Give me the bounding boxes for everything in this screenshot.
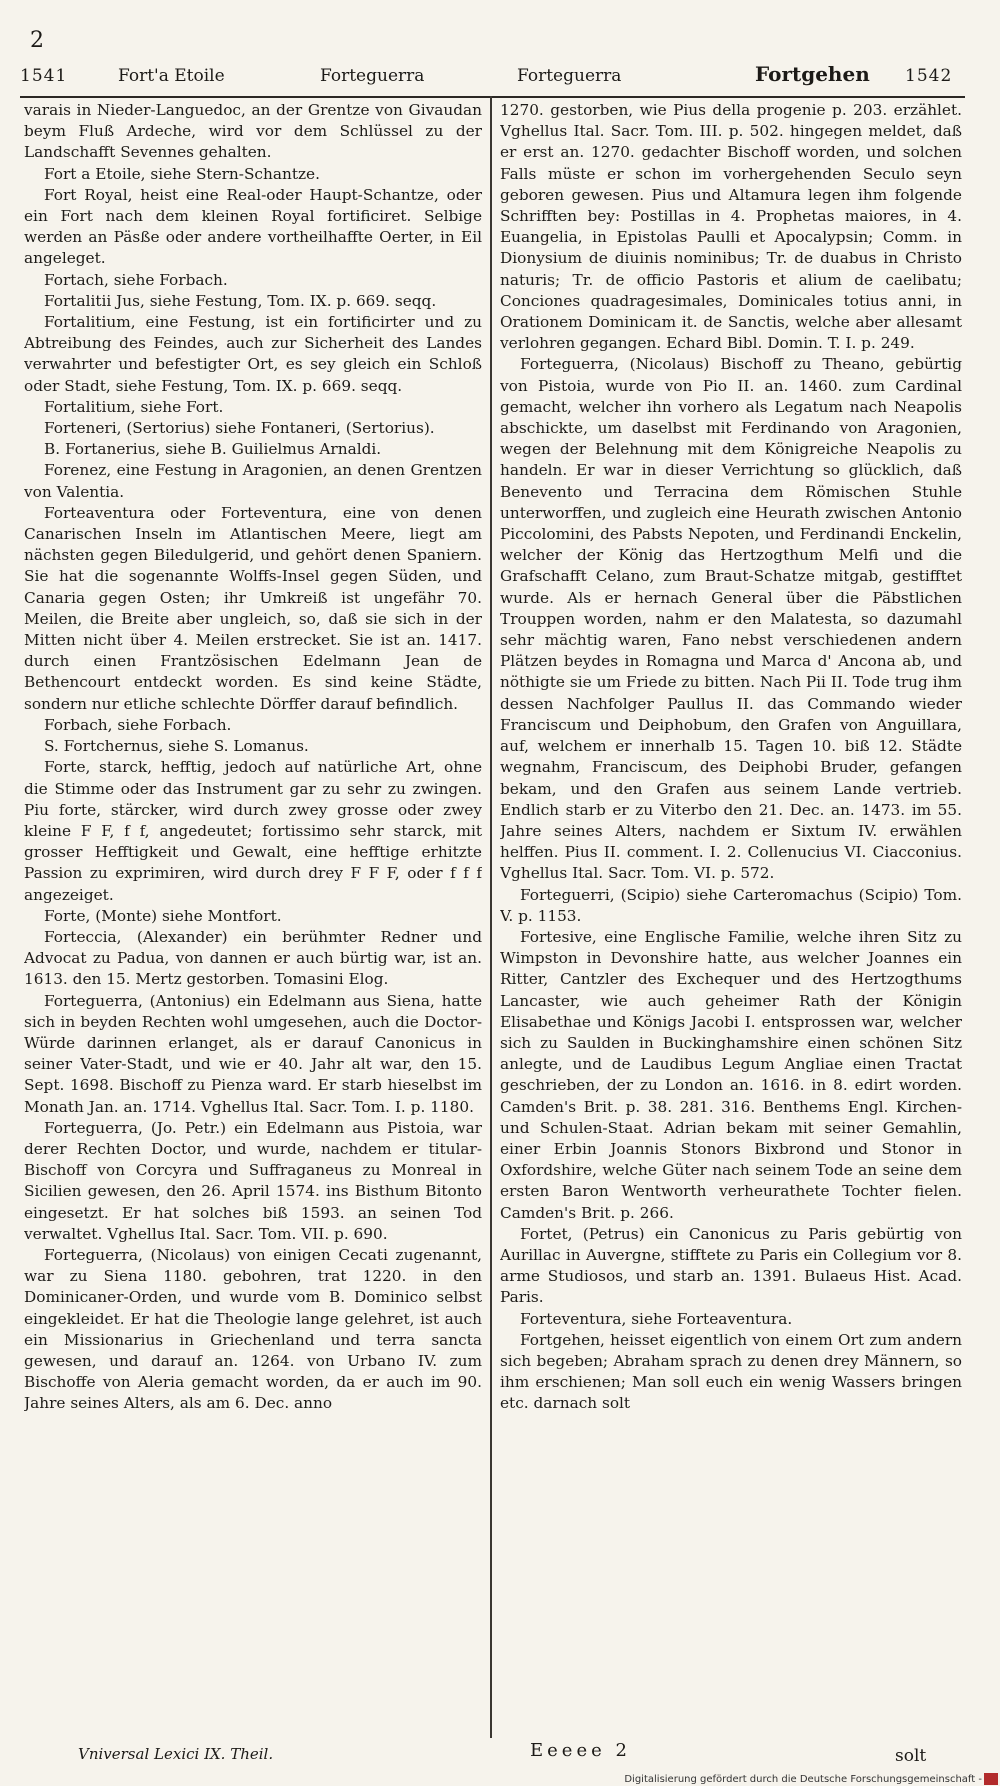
- lexicon-entry: Forteaventura oder Forteventura, eine von denen Canarischen Inseln im Atlantischen Meere, liegt am nächsten gegen Biledulgerid, und gehört denen Spaniern. Sie hat die sogenannte Wolffs-Insel gegen Süden, und Canaria gegen Osten; ihr Umkreiß ist ungefähr 70. Meilen, die Breite aber ungleich, so, daß sie sich in der Mitten nicht über 4. Meilen erstrecket. Sie ist an. 1417. durch einen Frantzösischen Edelmann Jean de Bethencourt entdeckt worden. Es sind keine Städte, sondern nur etliche schlechte Dörffer darauf befindlich.: [24, 503, 482, 713]
- lexicon-entry: Forenez, eine Festung in Aragonien, an denen Grentzen von Valentia.: [24, 461, 482, 501]
- lexicon-entry: S. Fortchernus, siehe S. Lomanus.: [44, 737, 309, 756]
- lexicon-entry: Forteneri, (Sertorius) siehe Fontaneri, (Sertorius).: [44, 419, 435, 438]
- header-catchword-3: Forteguerra: [517, 66, 622, 86]
- running-header: [20, 62, 960, 96]
- left-column: [24, 100, 482, 1740]
- column-number-left: 1541: [20, 66, 68, 86]
- lexicon-entry: Fort Royal, heist eine Real-oder Haupt-Schantze, oder ein Fort nach dem kleinen Royal fortificiret. Selbige werden an Päsße oder andere vortheilhaffte Oerter, in Eil angeleget.: [24, 185, 482, 268]
- lexicon-entry: Forteventura, siehe Forteaventura.: [520, 1309, 793, 1328]
- lexicon-entry: Fortesive, eine Englische Familie, welche ihren Sitz zu Wimpston in Devonshire hatte, aus welcher Joannes ein Ritter, Cantzler des Exchequer und des Hertzogthums Lancaster, wie auch geheimer Rath der Königin Elisabethae und Königs Jacobi I. entsprossen war, welcher sich zu Saulden in Buckinghamshire einen schönen Sitz anlegte, und de Laudibus Legum Angliae einen Tractat geschrieben, der zu London an. 1616. in 8. edirt worden. Camden's Brit. p. 38. 281. 316. Benthems Engl. Kirchen- und Schulen-Staat. Adrian bekam mit seiner Gemahlin, einer Erbin Joannis Stonors Bixbrond und Stonor in Oxfordshire, welche Güter nach seinem Tode an seine dem ersten Baron Wentworth verheurathete Tochter fielen. Camden's Brit. p. 266.: [500, 927, 962, 1222]
- header-rule: [20, 96, 965, 98]
- header-catchword-4: Fortgehen: [755, 62, 870, 86]
- lexicon-entry: Fortgehen, heisset eigentlich von einem Ort zum andern sich begeben; Abraham sprach zu denen drey Männern, so ihm erschienen; Man soll euch ein wenig Wassers bringen etc. darnach solt: [500, 1330, 962, 1413]
- lexicon-entry: Fortet, (Petrus) ein Canonicus zu Paris gebürtig von Aurillac in Auvergne, stifftete zu Paris ein Collegium vor 8. arme Studiosos, und starb an. 1391. Bulaeus Hist. Acad. Paris.: [500, 1224, 962, 1307]
- lexicon-entry: Forteguerra, (Nicolaus) Bischoff zu Theano, gebürtig von Pistoia, wurde von Pio II. an. 1460. zum Cardinal gemacht, welcher ihn vorhero als Legatum nach Neapolis abschickte, um daselbst mit Ferdinando von Aragonien, wegen der Belehnung mit dem Königreiche Neapolis zu handeln. Er war in dieser Verrichtung so glücklich, daß Benevento und Terracina dem Römischen Stuhle unterworffen, und zugleich eine Heurath zwischen Antonio Piccolomini, des Pabsts Nepoten, und Ferdinandi Enckelin, welcher der König das Hertzogthum Melfi und die Grafschafft Celano, zum Braut-Schatze mitgab, gestifftet wurde. Als er hernach General über die Päbstlichen Trouppen worden, nahm er den Malatesta, so dazumahl sehr mächtig waren, Fano nebst verschiedenen andern Plätzen beydes in Romagna und Marca d' Ancona ab, und nöthigte sie um Friede zu bitten. Nach Pii II. Tode trug ihm dessen Nachfolger Paullus II. das Commando wieder Franciscum und Deiphobum, den Grafen von Anguillara, auf, welchem er innerhalb 15. Tagen 10. biß 12. Städte wegnahm, Franciscum, des Deiphobi Bruder, gefangen bekam, und den Grafen aus seinem Lande vertrieb. Endlich starb er zu Viterbo den 21. Dec. an. 1473. im 55. Jahre seines Alters, nachdem er Sixtum IV. erwählen helffen. Pius II. comment. I. 2. Collenucius VI. Ciacconius. Vghellus Ital. Sacr. Tom. VI. p. 572.: [500, 355, 962, 883]
- dfg-logo: [984, 1773, 998, 1785]
- lexicon-entry: 1270. gestorben, wie Pius della progenie p. 203. erzählet. Vghellus Ital. Sacr. Tom. III. p. 502. hingegen meldet, daß er erst an. 1270. gedachter Bischoff worden, und solchen Falls müste er schon im vorhergehenden Seculo seyn geboren gewesen. Pius und Altamura legen ihm folgende Schrifften bey: Postillas in 4. Prophetas maiores, in 4. Euangelia, in Epistolas Paulli et Apocalypsin; Comm. in Dionysium de diuinis nominibus; Tr. de duabus in Christo naturis; Tr. de officio Pastoris et alium de caelibatu; Conciones quadragesimales, Dominicales totius anni, in Orationem Dominicam it. de Sanctis, welche aber allesamt verlohren gegangen. Echard Bibl. Domin. T. I. p. 249.: [500, 101, 962, 353]
- lexicon-entry: Forte, (Monte) siehe Montfort.: [44, 906, 282, 925]
- lexicon-entry: Forteguerra, (Antonius) ein Edelmann aus Siena, hatte sich in beyden Rechten wohl umgesehen, auch die Doctor-Würde darinnen erlanget, als er darauf Canonicus in seiner Vater-Stadt, und wie er 40. Jahr alt war, den 15. Sept. 1698. Bischoff zu Pienza ward. Er starb hieselbst im Monath Jan. an. 1714. Vghellus Ital. Sacr. Tom. I. p. 1180.: [24, 991, 482, 1116]
- lexicon-entry: varais in Nieder-Languedoc, an der Grentze von Givaudan beym Fluß Ardeche, wird vor dem Schlüssel zu der Landschafft Sevennes gehalten.: [24, 101, 482, 162]
- lexicon-entry: Fortalitii Jus, siehe Festung, Tom. IX. p. 669. seqq.: [44, 291, 437, 310]
- lexicon-entry: Forteguerra, (Jo. Petr.) ein Edelmann aus Pistoia, war derer Rechten Doctor, und wurde, nachdem er titular-Bischoff von Corcyra und Suffraganeus zu Monreal in Sicilien gewesen, den 26. April 1574. ins Bisthum Bitonto eingesetzt. Er hat solches biß 1593. an seinen Tod verwaltet. Vghellus Ital. Sacr. Tom. VII. p. 690.: [24, 1118, 482, 1243]
- header-catchword-1: Fort'a Etoile: [118, 66, 225, 86]
- lexicon-entry: B. Fortanerius, siehe B. Guilielmus Arnaldi.: [44, 440, 382, 459]
- volume-footer: Vniversal Lexici IX. Theil.: [78, 1745, 274, 1763]
- lexicon-entry: Forteguerra, (Nicolaus) von einigen Cecati zugenannt, war zu Siena 1180. gebohren, trat 1220. in den Dominicaner-Orden, und wurde vom B. Dominico selbst eingekleidet. Er hat die Theologie lange gelehret, ist auch ein Missionarius in Griechenland und terra sancta gewesen, und darauf an. 1264. von Urbano IV. zum Bischoffe von Aleria gemacht worden, da er auch im 90. Jahre seines Alters, als am 6. Dec. anno: [24, 1245, 482, 1413]
- lexicon-entry: Fortalitium, siehe Fort.: [44, 397, 224, 416]
- digitization-credit: Digitalisierung gefördert durch die Deutsche Forschungsgemeinschaft -: [624, 1774, 982, 1785]
- column-number-right: 1542: [905, 66, 953, 86]
- column-divider: [490, 96, 492, 1738]
- lexicon-entry: Forteccia, (Alexander) ein berühmter Redner und Advocat zu Padua, von dannen er auch bürtig war, ist an. 1613. den 15. Mertz gestorben. Tomasini Elog.: [24, 927, 482, 989]
- lexicon-entry: Forteguerri, (Scipio) siehe Carteromachus (Scipio) Tom. V. p. 1153.: [500, 885, 962, 925]
- right-column: [500, 100, 962, 1740]
- signature-mark: Eeeee 2: [530, 1740, 631, 1761]
- lexicon-entry: Fortalitium, eine Festung, ist ein fortificirter und zu Abtreibung des Feindes, auch zur Sicherheit des Landes verwahrter und befestigter Ort, es sey gleich ein Schloß oder Stadt, siehe Festung, Tom. IX. p. 669. seqq.: [24, 313, 482, 395]
- lexicon-entry: Fortach, siehe Forbach.: [44, 270, 228, 289]
- corner-mark: 2: [30, 28, 44, 53]
- lexicon-entry: Forbach, siehe Forbach.: [44, 715, 232, 734]
- catchword-footer: solt: [895, 1746, 927, 1766]
- lexicon-entry: Fort a Etoile, siehe Stern-Schantze.: [44, 164, 320, 183]
- lexicon-entry: Forte, starck, hefftig, jedoch auf natürliche Art, ohne die Stimme oder das Instrument gar zu sehr zu zwingen. Piu forte, stärcker, wird durch zwey grosse oder zwey kleine F F, f f, angedeutet; fortissimo sehr starck, mit grosser Hefftigkeit und Gewalt, eine hefftige erhitzte Passion zu exprimiren, wird durch drey F F F, oder f f f angezeiget.: [24, 758, 482, 904]
- header-catchword-2: Forteguerra: [320, 66, 425, 86]
- credit-bar: [0, 1770, 1000, 1786]
